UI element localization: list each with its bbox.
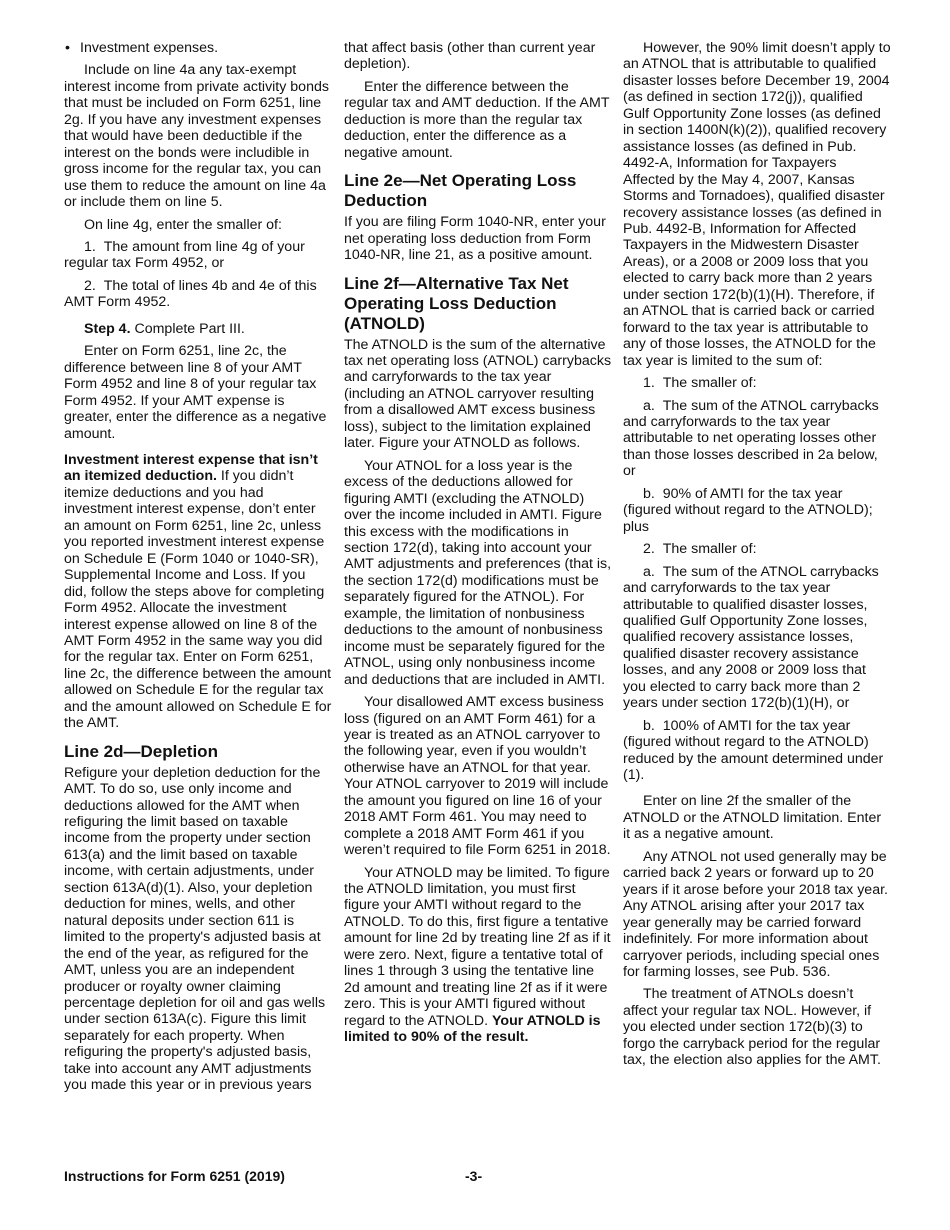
paragraph: On line 4g, enter the smaller of: [84, 216, 282, 233]
paragraph [64, 452, 332, 732]
step-label: Step 4. [84, 320, 131, 337]
paragraph-text: If you didn’t itemize deductions and you had investment interest expense, don’t enter an amount on Form 6251, line 2c, unless you reported investment interest expense on Schedule E (Form 1040 or 1040-SR), Supplemental Income and Loss. If you did, follow the steps above for completing Form 4952. Allocate the investment interest expense allowed on line 8 of the AMT Form 4952 in the same way you did for the regular tax. Enter on Form 6251, line 2c, the difference between the amount allowed on Schedule E for the regular tax and the amount allowed on Schedule E for the AMT. [64, 468, 332, 732]
paragraph: If you are filing Form 1040-NR, enter your net operating loss deduction from Form 1040-NR, line 21, as a positive amount. [344, 214, 606, 264]
paragraph-text: Your ATNOLD may be limited. To figure the ATNOLD limitation, you must first figure your AMTI without regard to the ATNOLD. To do this, first figure a tentative amount for line 2d by treating line 2f as if it were zero. Next, figure a tentative total of lines 1 through 3 using the tentative line 2d amount and treating line 2f as if it were zero. This is your AMTI figured without regard to the ATNOLD. [344, 864, 611, 1029]
section-heading: Line 2e—Net Operating Loss Deduction [344, 171, 577, 211]
step-paragraph [64, 321, 332, 337]
run-in-heading: Investment interest expense that isn’t an itemized deduction. [64, 451, 318, 485]
list-item: a. The sum of the ATNOL carrybacks and carryforwards to the tax year attributable to net operating losses other than those losses described in 2a below, or [623, 397, 879, 480]
paragraph: The treatment of ATNOLs doesn’t affect your regular tax NOL. However, if you elected under section 172(b)(3) to forgo the carryback period for the regular tax, the election also applies for the AMT. [623, 986, 881, 1069]
paragraph: Refigure your depletion deduction for the AMT. To do so, use only income and deductions allowed for the AMT when refiguring the limit based on taxable income from the property under section 613(a) and the limit based on taxable income, with certain adjustments, under section 613A(d)(1). Also, your depletion deduction for mines, wells, and other natural deposits under section 611 is limited to the property's adjusted basis at the end of the year, as refigured for the AMT, unless you are an independent producer or royalty owner claiming percentage depletion for oil and gas wells under section 613A(c). Figure this limit separately for each property. When refiguring the property's adjusted basis, take into account any AMT adjustments you made this year or in previous years [64, 764, 326, 1094]
paragraph: that affect basis (other than current year depletion). [344, 40, 596, 73]
bullet-item [64, 40, 332, 56]
paragraph: Enter on Form 6251, line 2c, the difference between line 8 of your AMT Form 4952 and line 8 of your regular tax Form 4952. If your AMT expense is greater, enter the difference as a negative amount. [64, 343, 327, 442]
list-item: 2. The total of lines 4b and 4e of this AMT Form 4952. [64, 277, 317, 311]
section-heading: Line 2d—Depletion [64, 741, 218, 761]
bullet-text: Investment expenses. [80, 40, 219, 56]
section-heading: Line 2f—Alternative Tax Net Operating Loss Deduction (ATNOLD) [344, 273, 569, 333]
paragraph: Your disallowed AMT excess business loss (figured on an AMT Form 461) for a year is treated as an ATNOL carryover to the following year, even if you wouldn’t otherwise have an ATNOL for that year. Your ATNOL carryover to 2019 will include the amount you figured on line 16 of your 2018 AMT Form 461. You may need to complete a 2018 AMT Form 461 if you weren’t required to file Form 6251 in 2018. [344, 694, 611, 859]
column-2 [344, 40, 612, 1052]
column-3 [623, 40, 891, 1075]
page-number: -3- [465, 1168, 483, 1184]
list-item: b. 100% of AMTI for the tax year (figured without regard to the ATNOLD) reduced by the amount determined under (1). [623, 717, 884, 784]
paragraph: Enter the difference between the regular tax and AMT deduction. If the AMT deduction is more than the regular tax deduction, enter the difference as a negative amount. [344, 78, 610, 161]
paragraph: Your ATNOL for a loss year is the excess of the deductions allowed for figuring AMTI (excluding the ATNOLD) over the income included in AMTI. Figure this excess with the modifications in section 172(d), taking into account your AMT adjustments and preferences (that is, the section 172(d) modifications must be separately figured for the ATNOL). For example, the limitation of nonbusiness deductions to the amount of nonbusiness income must be separately figured for the ATNOL, using only nonbusiness income and deductions that are included in AMTI. [344, 457, 612, 688]
paragraph: Enter on line 2f the smaller of the ATNOLD or the ATNOLD limitation. Enter it as a negative amount. [623, 793, 882, 843]
paragraph [344, 865, 612, 1046]
bullet-icon: • [65, 40, 70, 56]
column-1 [64, 40, 332, 1100]
footer-form-title: Instructions for Form 6251 (2019) [64, 1168, 285, 1184]
paragraph: Any ATNOL not used generally may be carried back 2 years or forward up to 20 years if it arose before your 2018 tax year. Any ATNOL arising after your 2017 tax year generally may be carried forward indefinitely. For more information about carryover periods, including special ones for farming losses, see Pub. 536. [623, 848, 888, 981]
list-item: a. The sum of the ATNOL carrybacks and carryforwards to the tax year attributable to qualified disaster losses, qualified Gulf Opportunity Zone losses, qualified recovery assistance losses, qualified disaster recovery assistance losses, and any 2008 or 2009 loss that you elected to carry back more than 2 years under section 172(b)(1)(H), or [623, 563, 879, 712]
list-item: 1. The amount from line 4g of your regular tax Form 4952, or [64, 238, 305, 272]
list-item: 1. The smaller of: [643, 375, 757, 392]
paragraph: The ATNOLD is the sum of the alternative tax net operating loss (ATNOL) carrybacks and carryforwards to the tax year (including an ATNOL carryover resulting from a disallowed AMT excess business loss), subject to the limitation explained later. Figure your ATNOLD as follows. [344, 336, 612, 452]
list-item: b. 90% of AMTI for the tax year (figured without regard to the ATNOLD); plus [623, 485, 873, 535]
list-item: 2. The smaller of: [643, 541, 757, 558]
step-text: Complete Part III. [130, 320, 245, 337]
paragraph: However, the 90% limit doesn’t apply to an ATNOL that is attributable to qualified disaster losses before December 19, 2004 (as defined in section 172(j)), qualified Gulf Opportunity Zone losses (as defined in section 1400N(k)(2)), qualified recovery assistance losses (as defined in Pub. 4492-A, Information for Taxpayers Affected by the May 4, 2007, Kansas Storms and Tornadoes), qualified disaster recovery assistance losses (as defined in Pub. 4492-B, Information for Affected Taxpayers in the Midwestern Disaster Areas), or a 2008 or 2009 loss that you elected to carry back more than 2 years under section 172(b)(1)(H). Therefore, if an ATNOL that is carried back or carried forward to the tax year is attributable to any of those losses, the ATNOLD for the tax year is limited to the sum of: [623, 40, 891, 369]
emphasis-text: Your ATNOLD is limited to 90% of the result. [344, 1012, 601, 1046]
paragraph: Include on line 4a any tax-exempt interest income from private activity bonds that must be included on Form 6251, line 2g. If you have any investment expenses that would have been deductible if the interest on the bonds were includible in gross income for the regular tax, you can use them to reduce the amount on line 4a or include them on line 5. [64, 62, 329, 211]
